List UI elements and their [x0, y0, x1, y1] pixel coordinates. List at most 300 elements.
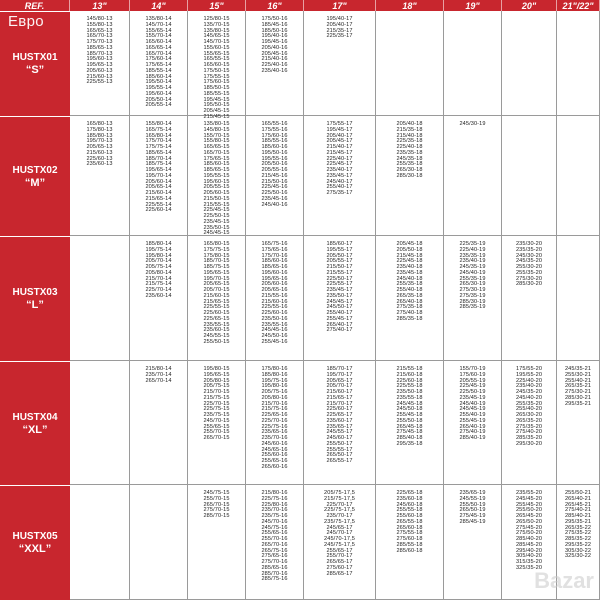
- tire-size: 235/70-16: [261, 507, 288, 514]
- watermark-top-left: Евро: [8, 13, 44, 30]
- tire-size: 235/70-14: [145, 371, 172, 378]
- tire-size: 275/40-18: [396, 310, 423, 316]
- tire-size: 225/50-16: [261, 190, 288, 196]
- tire-size: 255/55-18: [396, 507, 423, 514]
- tire-size: 255/50-19: [459, 501, 486, 508]
- tire-size: 195/50-16: [261, 149, 288, 156]
- tire-size: 195/55-17: [326, 246, 353, 253]
- tire-size: 185/50-16: [261, 27, 288, 34]
- tire-size: 205/80-15: [203, 377, 230, 384]
- tire-size: 305/30-22: [564, 547, 592, 554]
- tire-size: 245/50-16: [261, 333, 288, 339]
- size-cell: [246, 236, 304, 361]
- tire-size: 245/70-16: [261, 518, 288, 525]
- tire-size: 225/80-16: [261, 501, 288, 508]
- size-cell: [502, 11, 557, 116]
- tire-size: 255/70-15: [203, 495, 230, 502]
- tire-size: 245/40-17: [326, 178, 353, 185]
- tire-size: 185/70-17: [326, 366, 353, 372]
- tire-size: 295/40-20: [515, 547, 543, 554]
- tire-size: 245/35-18: [396, 155, 423, 162]
- tire-size: 215/35-18: [396, 126, 423, 133]
- tire-size: 265/35-18: [396, 292, 423, 299]
- tire-size: 255/60-18: [396, 513, 423, 519]
- tire-size: 215/50-17: [326, 264, 353, 270]
- tire-size: 205/50-18: [396, 246, 423, 253]
- tire-size: 235/60-18: [396, 495, 423, 502]
- tire-size: 255/40-19: [459, 412, 486, 418]
- tire-size: 315/35-20: [515, 559, 543, 565]
- tire-size: 255/40-17: [326, 310, 353, 316]
- tire-size: 175/50-16: [261, 16, 288, 22]
- tire-size: 225/60-15: [203, 310, 230, 316]
- size-cell: [70, 361, 130, 485]
- tire-size: 255/60-16: [261, 452, 288, 459]
- size-cell: [70, 236, 130, 361]
- tire-size: 235/45-18: [396, 269, 423, 276]
- tire-size: 235/70-17: [326, 513, 353, 519]
- size-cell: [557, 361, 600, 485]
- tire-size: 195/70-13: [86, 138, 113, 145]
- tire-size: 215/65-17: [326, 394, 353, 401]
- tire-size: 145/70-15: [203, 39, 230, 45]
- tire-size: 275/45-20: [515, 524, 543, 531]
- tire-size: 215/45-15: [203, 113, 230, 120]
- size-cell: [376, 11, 444, 116]
- tire-size: 255/50-17: [326, 440, 353, 447]
- tire-size: 285/35-19: [459, 304, 486, 311]
- tire-size: 325/30-22: [564, 553, 592, 560]
- tire-size: 225/55-18: [396, 383, 423, 390]
- tire-size: 185/70-14: [145, 155, 172, 162]
- tire-size: 265/50-19: [459, 507, 486, 514]
- tire-size: 275/35-20: [515, 423, 543, 430]
- tire-size: 175/55-16: [261, 126, 288, 133]
- tire-size: 265/30-20: [515, 412, 543, 418]
- tire-size: 305/40-20: [515, 553, 543, 560]
- tire-size: 235/40-16: [261, 67, 288, 74]
- tire-size: 195/55-16: [261, 155, 288, 162]
- tire-size: 165/80-13: [86, 121, 113, 127]
- tire-size: 215/70-14: [145, 275, 172, 282]
- tire-size: 215/65-14: [145, 195, 172, 202]
- size-cell: [188, 11, 246, 120]
- tire-size: 265/55-18: [396, 518, 423, 525]
- tire-size: 195/65-13: [86, 62, 113, 68]
- tire-size: 225/65-15: [203, 315, 230, 322]
- tire-size: 205/65-17: [326, 377, 353, 384]
- model-code: HUSTX03: [12, 287, 58, 298]
- tire-size: 265/50-17: [326, 452, 353, 459]
- tire-size: 205/45-17: [326, 138, 353, 145]
- size-cell: [188, 113, 246, 237]
- tire-size: 175/65-16: [261, 246, 288, 253]
- tire-size: 185/65-15: [203, 167, 230, 173]
- model-label: [0, 236, 70, 361]
- tire-size: 235/65-16: [261, 429, 288, 436]
- tire-size: 235/75-15: [203, 412, 230, 418]
- tire-size: 215/60-13: [86, 149, 113, 156]
- tire-size: 155/70-19: [459, 366, 486, 372]
- tire-size: 245/35-20: [515, 258, 543, 265]
- tire-size: 225/60-17: [326, 406, 353, 413]
- tire-size: 215/55-17: [326, 269, 353, 276]
- tire-size: 185/80-14: [145, 241, 172, 247]
- tire-size: 285/40-21: [564, 513, 592, 519]
- tire-size: 205/80-16: [261, 394, 288, 401]
- tire-size: 265/65-17: [326, 559, 353, 565]
- tire-size: 165/70-15: [203, 149, 230, 156]
- model-size: “L”: [26, 299, 44, 311]
- tire-size: 225/70-16: [261, 417, 288, 424]
- tire-size: 165/65-14: [145, 44, 172, 51]
- tire-size: 185/55-15: [203, 90, 230, 97]
- tire-size: 275/60-18: [396, 536, 423, 542]
- tire-size: 215/60-16: [261, 298, 288, 305]
- tire-size: 195/40-16: [261, 33, 288, 40]
- tire-size: 285/30-19: [459, 298, 486, 305]
- tire-size: 225/45-15: [203, 207, 230, 214]
- tire-size: 265/40-17: [326, 321, 353, 328]
- tire-size: 275/40-20: [515, 429, 543, 436]
- tire-size: 225/50-15: [203, 213, 230, 219]
- size-cell: [246, 485, 304, 600]
- tire-size: 255/50-21: [564, 490, 592, 496]
- tire-size: 215/70-15: [203, 389, 230, 395]
- tire-size: 225/65-17: [326, 412, 353, 418]
- size-cell: [130, 116, 188, 236]
- size-cell: [188, 485, 246, 600]
- tire-size: 245/75-16: [261, 524, 288, 531]
- tire-size: 165/75-14: [145, 126, 172, 133]
- tire-size: 265/45-21: [564, 501, 592, 508]
- tire-size: 265/75-16: [261, 547, 288, 554]
- tire-size: 245/70-17: [326, 530, 353, 537]
- tire-size: 215/40-18: [396, 132, 423, 139]
- tire-size: 205/75-17,5: [324, 490, 355, 496]
- tire-size: 275/35-19: [459, 292, 486, 299]
- tire-size: 225/55-15: [203, 304, 230, 311]
- tire-size: 235/50-18: [396, 389, 423, 395]
- tire-size: 215/80-14: [145, 366, 172, 372]
- header-rim-size: 19": [444, 0, 502, 11]
- model-size: “S”: [25, 64, 45, 76]
- tire-size: 235/55-18: [396, 394, 423, 401]
- tire-size: 145/80-13: [86, 16, 113, 22]
- tire-size: 235/50-15: [203, 224, 230, 231]
- tire-size: 225/55-14: [145, 201, 172, 208]
- watermark-bazar-logo: Bazar: [534, 568, 594, 593]
- tire-size: 215/75-15: [203, 394, 230, 401]
- tire-size: 245/65-17: [326, 524, 353, 531]
- tire-size: 265/35-21: [564, 383, 592, 390]
- tire-size: 185/60-16: [261, 144, 288, 150]
- tire-size: 245/45-17: [326, 298, 353, 305]
- tire-size: 195/65-15: [203, 269, 230, 276]
- tire-size: 255/35-18: [396, 161, 423, 168]
- tire-size: 175/70-16: [261, 252, 288, 259]
- tire-size: 295/35-22: [564, 541, 592, 548]
- tire-size: 225/55-16: [261, 304, 288, 311]
- tire-size: 275/50-20: [515, 530, 543, 537]
- size-cell: [304, 11, 376, 116]
- tire-size: 255/45-18: [396, 412, 423, 418]
- tire-size: 245/35-20: [515, 389, 543, 395]
- tire-size: 195/65-16: [261, 275, 288, 282]
- tire-size: 165/65-13: [86, 27, 113, 34]
- tire-size: 225/60-16: [261, 310, 288, 316]
- header-rim-size: 18": [376, 0, 444, 11]
- tire-size: 175/70-14: [145, 138, 172, 145]
- tire-size: 155/60-15: [203, 44, 230, 51]
- tire-size: 205/50-14: [145, 96, 172, 103]
- tire-size: 245/35-21: [564, 366, 592, 372]
- tire-size: 235/60-15: [203, 327, 230, 334]
- tire-size: 195/60-15: [203, 178, 230, 185]
- tire-size: 245/40-16: [261, 201, 288, 208]
- tire-size: 185/60-15: [203, 161, 230, 168]
- size-cell: [376, 236, 444, 361]
- tire-size: 265/60-18: [396, 524, 423, 531]
- header-ref: REF.: [0, 0, 70, 11]
- tire-size: 225/35-17: [326, 33, 353, 40]
- tire-size: 205/55-15: [203, 184, 230, 191]
- tire-size: 285/40-20: [515, 536, 543, 542]
- tire-size: 225/70-17: [326, 501, 353, 508]
- size-cell: [502, 361, 557, 485]
- tire-size: 235/45-16: [261, 195, 288, 202]
- tire-size: 285/55-18: [396, 541, 423, 548]
- tire-size: 285/35-18: [396, 315, 423, 322]
- tire-size: 235/75-16: [261, 513, 288, 519]
- tire-size: 235/60-13: [86, 161, 113, 168]
- tire-size: 255/30-21: [564, 371, 592, 378]
- tire-size: 205/55-17: [326, 258, 353, 265]
- tire-size: 195/55-20: [515, 371, 543, 378]
- tire-size: 255/65-16: [261, 458, 288, 464]
- tire-size: 205/65-15: [203, 281, 230, 288]
- tire-size: 245/30-19: [459, 121, 486, 127]
- tire-size: 195/60-16: [261, 269, 288, 276]
- tire-size: 205/45-18: [396, 241, 423, 247]
- tire-size: 185/65-14: [145, 149, 172, 156]
- tire-size: 275/55-18: [396, 530, 423, 537]
- tire-size: 155/80-15: [203, 138, 230, 145]
- tire-size: 165/70-13: [86, 33, 113, 40]
- tire-size: 175/80-15: [203, 252, 230, 259]
- tire-size: 255/35-20: [515, 400, 543, 407]
- tire-size: 255/40-17: [326, 184, 353, 191]
- tire-size: 265/60-16: [261, 463, 288, 470]
- tire-size: 165/80-14: [145, 132, 172, 139]
- tire-size: 255/70-17: [326, 553, 353, 560]
- size-cell: [246, 116, 304, 236]
- tire-size: 175/55-15: [203, 73, 230, 80]
- tire-size: 275/70-15: [203, 507, 230, 514]
- size-cell: [557, 236, 600, 361]
- tire-size: 205/75-15: [203, 383, 230, 390]
- tire-size: 135/80-15: [203, 121, 230, 127]
- tire-size: 195/70-14: [145, 172, 172, 179]
- tire-size: 285/75-16: [261, 576, 288, 583]
- tire-size: 235/55-16: [261, 321, 288, 328]
- tire-size: 245/55-17: [326, 429, 353, 436]
- size-cell: [188, 236, 246, 361]
- tire-size: 185/70-13: [86, 50, 113, 57]
- tire-size: 225/75-16: [261, 495, 288, 502]
- tire-size: 285/70-15: [203, 513, 230, 519]
- tire-size: 235/60-14: [145, 292, 172, 299]
- tire-size: 165/75-16: [261, 241, 288, 247]
- tire-size: 275/30-21: [564, 389, 592, 395]
- tire-size: 265/70-16: [261, 541, 288, 548]
- tire-size: 275/45-18: [396, 429, 423, 436]
- tire-size: 285/45-20: [515, 541, 543, 548]
- tire-size: 195/65-14: [145, 167, 172, 173]
- tire-size: 255/40-18: [396, 287, 423, 293]
- tire-size: 205/60-14: [145, 178, 172, 185]
- tire-size: 185/80-16: [261, 371, 288, 378]
- tire-size: 275/35-17: [326, 190, 353, 196]
- tire-size: 195/70-17: [326, 371, 353, 378]
- model-size: “M”: [24, 176, 46, 189]
- tire-size: 195/80-16: [261, 383, 288, 390]
- tire-size: 175/80-16: [261, 366, 288, 372]
- tire-size: 235/65-19: [459, 490, 486, 496]
- tire-size: 235/75-17,5: [324, 518, 355, 525]
- tire-size: 185/45-16: [261, 21, 288, 28]
- tire-size: 265/35-20: [515, 417, 543, 424]
- size-cell: [304, 116, 376, 236]
- tire-size: 265/50-20: [515, 518, 543, 525]
- tire-size: 275/30-20: [515, 275, 543, 282]
- tire-size: 235/65-17: [326, 423, 353, 430]
- tire-size: 205/55-16: [261, 167, 288, 173]
- tire-size: 165/55-15: [203, 56, 230, 63]
- tire-size: 265/30-19: [459, 281, 486, 288]
- model-label: [0, 116, 70, 236]
- tire-size: 195/50-14: [145, 79, 172, 86]
- tire-size: 185/65-13: [86, 44, 113, 51]
- tire-size: 215/60-14: [145, 190, 172, 196]
- tire-size: 265/70-15: [203, 501, 230, 508]
- tire-size: 255/35-19: [459, 275, 486, 282]
- tire-size: 275/35-18: [396, 304, 423, 311]
- tire-size: 165/70-14: [145, 50, 172, 57]
- tire-size: 215/75-14: [145, 281, 172, 288]
- tire-size: 175/65-15: [203, 155, 230, 162]
- size-cell: [444, 236, 502, 361]
- tire-size: 295/30-20: [515, 440, 543, 447]
- tire-size: 185/75-15: [203, 264, 230, 270]
- tire-size: 135/80-15: [203, 27, 230, 34]
- tire-size: 225/65-18: [396, 490, 423, 496]
- size-cell: [304, 361, 376, 485]
- tire-size: 165/55-16: [261, 121, 288, 127]
- tire-size: 155/80-13: [86, 21, 113, 28]
- tire-size: 215/45-17: [326, 149, 353, 156]
- tire-size: 285/65-17: [326, 570, 353, 577]
- tire-size: 205/40-18: [396, 121, 423, 127]
- tire-size: 185/65-16: [261, 264, 288, 270]
- tire-size: 255/45-19: [459, 417, 486, 424]
- model-code: HUSTX04: [12, 411, 58, 423]
- tire-size: 225/50-17: [326, 275, 353, 282]
- tire-size: 175/60-15: [203, 79, 230, 86]
- size-cell: [502, 236, 557, 361]
- header-rim-size: 13": [70, 0, 130, 11]
- tire-size: 245/40-19: [459, 269, 486, 276]
- tire-size: 285/65-16: [261, 564, 288, 571]
- tire-size: 205/50-17: [326, 252, 353, 259]
- tire-size: 255/45-17: [326, 315, 353, 322]
- model-size: “XXL”: [18, 543, 52, 555]
- tire-size: 235/40-18: [396, 264, 423, 270]
- tire-size: 205/40-17: [326, 21, 353, 28]
- tire-size: 205/50-16: [261, 161, 288, 168]
- tire-size: 215/45-16: [261, 172, 288, 179]
- tire-size: 225/70-15: [203, 400, 230, 407]
- model-code: HUSTX01: [12, 52, 58, 63]
- tire-size: 245/55-19: [459, 495, 486, 502]
- tire-size: 225/45-16: [261, 184, 288, 191]
- size-cell: [130, 236, 188, 361]
- tire-size: 165/80-15: [203, 241, 230, 247]
- tire-size: 195/70-15: [203, 275, 230, 282]
- tire-size: 245/45-19: [459, 406, 486, 413]
- tire-size: 215/50-15: [203, 195, 230, 202]
- tire-size: 225/55-13: [86, 79, 113, 86]
- tire-size: 255/50-15: [203, 338, 230, 345]
- tire-size: 255/35-20: [515, 269, 543, 276]
- tire-size: 185/75-14: [145, 161, 172, 168]
- tire-size: 175/80-13: [86, 126, 113, 133]
- size-cell: [130, 361, 188, 485]
- tire-size: 265/70-15: [203, 435, 230, 441]
- tire-size: 145/65-15: [203, 33, 230, 40]
- tire-size: 165/60-15: [203, 62, 230, 68]
- tire-size: 175/60-19: [459, 371, 486, 378]
- tire-size: 205/45-16: [261, 50, 288, 57]
- tire-size: 215/50-16: [261, 178, 288, 185]
- tire-size: 275/35-22: [564, 530, 592, 537]
- tire-size: 215/70-16: [261, 400, 288, 407]
- tire-size: 215/55-16: [261, 292, 288, 299]
- tire-size: 285/70-16: [261, 570, 288, 577]
- tire-size: 225/35-18: [396, 138, 423, 145]
- tire-size: 235/45-15: [203, 218, 230, 225]
- tire-size: 205/65-16: [261, 287, 288, 293]
- model-label: [0, 485, 70, 600]
- tire-size: 225/40-17: [326, 155, 353, 162]
- tire-size: 275/40-19: [459, 429, 486, 436]
- tire-size: 245/75-15: [203, 490, 230, 496]
- tire-size: 255/70-16: [261, 536, 288, 542]
- tire-size: 205/60-13: [86, 67, 113, 74]
- tire-size: 195/45-17: [326, 126, 353, 133]
- tire-size: 165/60-14: [145, 39, 172, 45]
- tire-size: 145/70-14: [145, 21, 172, 28]
- tire-size: 245/35-19: [459, 264, 486, 270]
- tire-size: 185/60-17: [326, 241, 353, 247]
- size-cell: [376, 116, 444, 236]
- size-cell: [557, 116, 600, 236]
- tire-size: 225/60-14: [145, 207, 172, 214]
- tire-size: 155/80-14: [145, 121, 172, 127]
- tire-size: 155/65-15: [203, 50, 230, 57]
- tire-size: 225/50-19: [459, 389, 486, 395]
- tire-size: 235/35-18: [396, 149, 423, 156]
